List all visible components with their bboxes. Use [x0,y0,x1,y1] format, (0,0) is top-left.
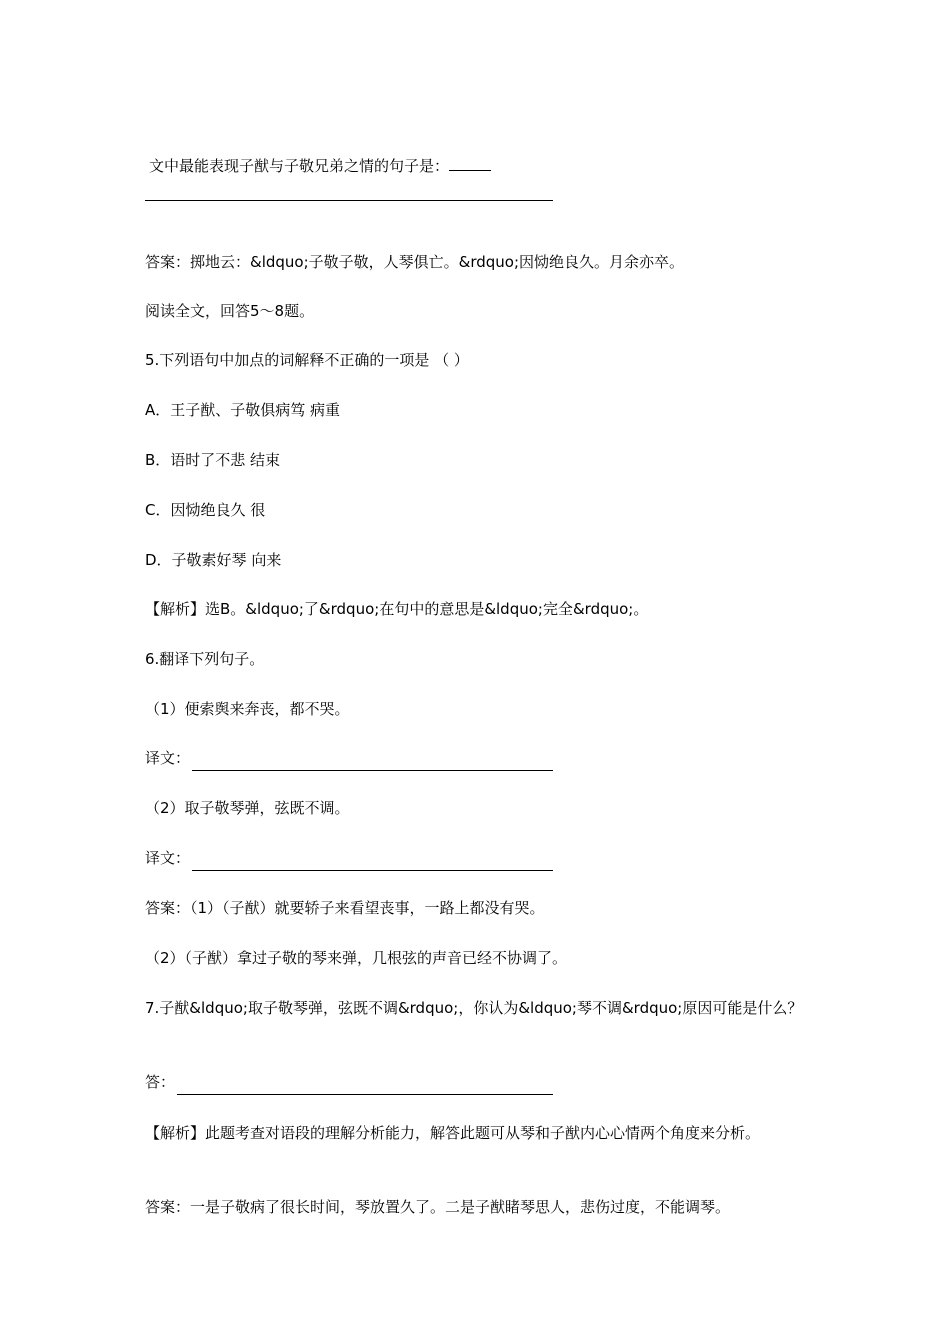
q7-stem: 7.子猷&ldquo;取子敬琴弹，弦既不调&rdquo;，你认为&ldquo;琴不调&rdquo;原因可能是什么？ [145,999,803,1017]
q4-prompt: 文中最能表现子猷与子敬兄弟之情的句子是： [149,157,450,175]
q4-answer-blank [449,152,491,171]
q5-option-b: B．语时了不悲 结束 [145,451,281,469]
q6-sentence-1: （1）便索舆来奔丧，都不哭。 [145,700,350,718]
q5-option-a: A．王子猷、子敬俱病笃 病重 [145,401,341,419]
q6-sentence-2: （2）取子敬琴弹，弦既不调。 [145,799,350,817]
translation-label-2: 译文： [145,849,191,867]
translation-blank-2 [192,852,553,871]
q7-answer-label: 答： [145,1073,176,1091]
q5-option-d: D．子敬素好琴 向来 [145,551,282,569]
q6-stem: 6.翻译下列句子。 [145,650,265,668]
reading-instruction: 阅读全文，回答5～8题。 [145,302,315,320]
q4-answer-rule [145,200,553,201]
q7-answer: 答案：一是子敬病了很长时间，琴放置久了。二是子猷睹琴思人，悲伤过度，不能调琴。 [145,1198,731,1216]
q7-answer-blank [177,1076,553,1095]
q5-analysis: 【解析】选B。&ldquo;了&rdquo;在句中的意思是&ldquo;完全&rdquo;。 [145,600,649,618]
q6-answer-1: 答案：（1）（子猷）就要轿子来看望丧事，一路上都没有哭。 [145,899,545,917]
q7-answer-line [145,1069,810,1095]
translation-blank-1 [192,752,553,771]
q4-answer: 答案：掷地云：&ldquo;子敬子敬，人琴俱亡。&rdquo;因恸绝良久。月余亦卒。 [145,253,685,271]
q5-stem: 5.下列语句中加点的词解释不正确的一项是 （ ） [145,351,469,369]
q5-option-c: C．因恸绝良久 很 [145,501,266,519]
q6-translation-2 [145,845,810,871]
q4-prompt-line [149,152,814,179]
translation-label-1: 译文： [145,749,191,767]
q7-analysis: 【解析】此题考查对语段的理解分析能力，解答此题可从琴和子猷内心心情两个角度来分析。 [145,1124,761,1142]
q6-answer-2: （2）（子猷）拿过子敬的琴来弹，几根弦的声音已经不协调了。 [145,949,568,967]
q6-translation-1 [145,745,810,771]
